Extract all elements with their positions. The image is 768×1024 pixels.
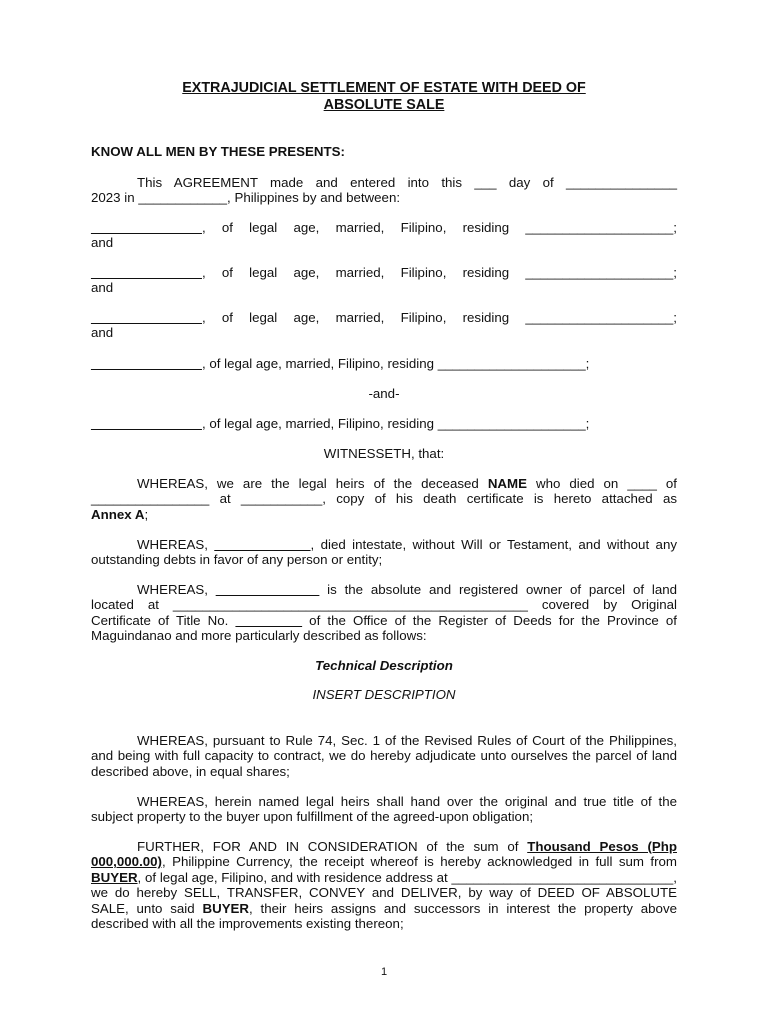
- whereas-intestate-blank: _____________: [214, 537, 311, 552]
- whereas-owner-text-a: WHEREAS,: [137, 582, 216, 597]
- party-4: [91, 356, 677, 371]
- party-4-details: , of legal age, married, Filipino, residing ____________________;: [201, 356, 590, 371]
- whereas-owner-blank: ______________: [215, 582, 320, 597]
- whereas-rule-74: WHEREAS, pursuant to Rule 74, Sec. 1 of the Revised Rules of Court of the Philippines, and being with full capacity to contract, we do hereby adjudicate unto ourselves the parcel of land described above, in equal shares;: [91, 733, 677, 779]
- intro-paragraph: [91, 175, 677, 206]
- and-separator: -and-: [368, 386, 400, 401]
- page-number: 1: [380, 966, 388, 978]
- party-1-and: and: [91, 235, 114, 251]
- whereas-heirs: [91, 476, 677, 522]
- further-text-d: , their heirs assigns and successors in interest the property above described with all the improvements existing thereon;: [91, 900, 677, 932]
- buyer-label: BUYER: [91, 869, 138, 885]
- title-line-1: EXTRAJUDICIAL SETTLEMENT OF ESTATE WITH DEED OF: [182, 80, 586, 96]
- party-2-details: , of legal age, married, Filipino, residing ____________________;: [201, 265, 677, 280]
- party-3: [91, 310, 677, 341]
- further-text-a: FURTHER, FOR AND IN CONSIDERATION of the sum of: [137, 839, 528, 854]
- whereas-intestate: [91, 537, 677, 568]
- party-5-name-blank: _______________: [91, 416, 202, 431]
- party-4-name-blank: _______________: [91, 356, 202, 371]
- whereas-heirs-text-a: WHEREAS, we are the legal heirs of the deceased: [137, 476, 488, 491]
- title-line-2: ABSOLUTE SALE: [323, 97, 445, 113]
- further-consideration: [91, 839, 677, 931]
- buyer-label-2: BUYER: [202, 900, 250, 916]
- title-number-blank: _________: [235, 612, 303, 628]
- party-1-name-blank: _______________: [91, 220, 202, 235]
- technical-description-heading: Technical Description: [315, 658, 453, 673]
- party-3-details: , of legal age, married, Filipino, residing ____________________;: [201, 310, 677, 325]
- purchase-amount: Thousand Pesos (Php 000,000.00): [91, 839, 677, 870]
- whereas-intestate-text-b: , died intestate, without Will or Testament, and without any outstanding debts in favor of any person or entity;: [91, 537, 677, 568]
- whereas-owner-text-b: is the absolute and registered owner of parcel of land located at ________________________________________________ covered by Original Certificate of Title No.: [91, 582, 677, 628]
- whereas-heirs-line-2: ________________ at ___________, copy of his death certificate is hereto attached as: [91, 491, 677, 507]
- party-2: [91, 265, 677, 296]
- document-title: [91, 80, 677, 114]
- whereas-owner: [91, 582, 677, 644]
- whereas-owner-text-c: of the Office of the Register of Deeds for the Province of Maguindanao and more particularly described as follows:: [91, 612, 677, 644]
- further-text-c: , of legal age, Filipino, and with residence address at ______________________________, we do hereby SELL, TRANSFER, CONVEY and DELIVER, by way of DEED OF ABSOLUTE SALE, unto said: [91, 869, 677, 916]
- party-2-name-blank: _______________: [91, 265, 202, 280]
- party-1-details: , of legal age, married, Filipino, residing ____________________;: [201, 220, 677, 235]
- witnesseth-heading: WITNESSETH, that:: [323, 446, 445, 461]
- insert-description-placeholder: INSERT DESCRIPTION: [312, 687, 456, 702]
- know-all-heading: KNOW ALL MEN BY THESE PRESENTS:: [91, 144, 345, 159]
- party-5-details: , of legal age, married, Filipino, residing ____________________;: [201, 416, 590, 431]
- whereas-hand-over-title: WHEREAS, herein named legal heirs shall hand over the original and true title of the subject property to the buyer upon fulfillment of the agreed-upon obligation;: [91, 794, 677, 825]
- deceased-name: NAME: [487, 476, 527, 491]
- party-3-name-blank: _______________: [91, 310, 202, 325]
- whereas-intestate-text-a: WHEREAS,: [137, 537, 215, 552]
- intro-line-1: This AGREEMENT made and entered into this ___ day of _______________: [137, 175, 677, 190]
- party-2-and: and: [91, 280, 114, 296]
- whereas-heirs-text-b: who died on ____ of: [526, 476, 677, 491]
- whereas-heirs-end: ;: [144, 506, 149, 522]
- further-text-b: , Philippine Currency, the receipt whereof is hereby acknowledged in full sum from: [161, 854, 677, 870]
- party-5: [91, 416, 677, 431]
- party-1: [91, 220, 677, 251]
- annex-a-label: Annex A: [91, 506, 145, 522]
- intro-line-2: 2023 in ____________, Philippines by and between:: [91, 190, 401, 206]
- party-3-and: and: [91, 325, 114, 341]
